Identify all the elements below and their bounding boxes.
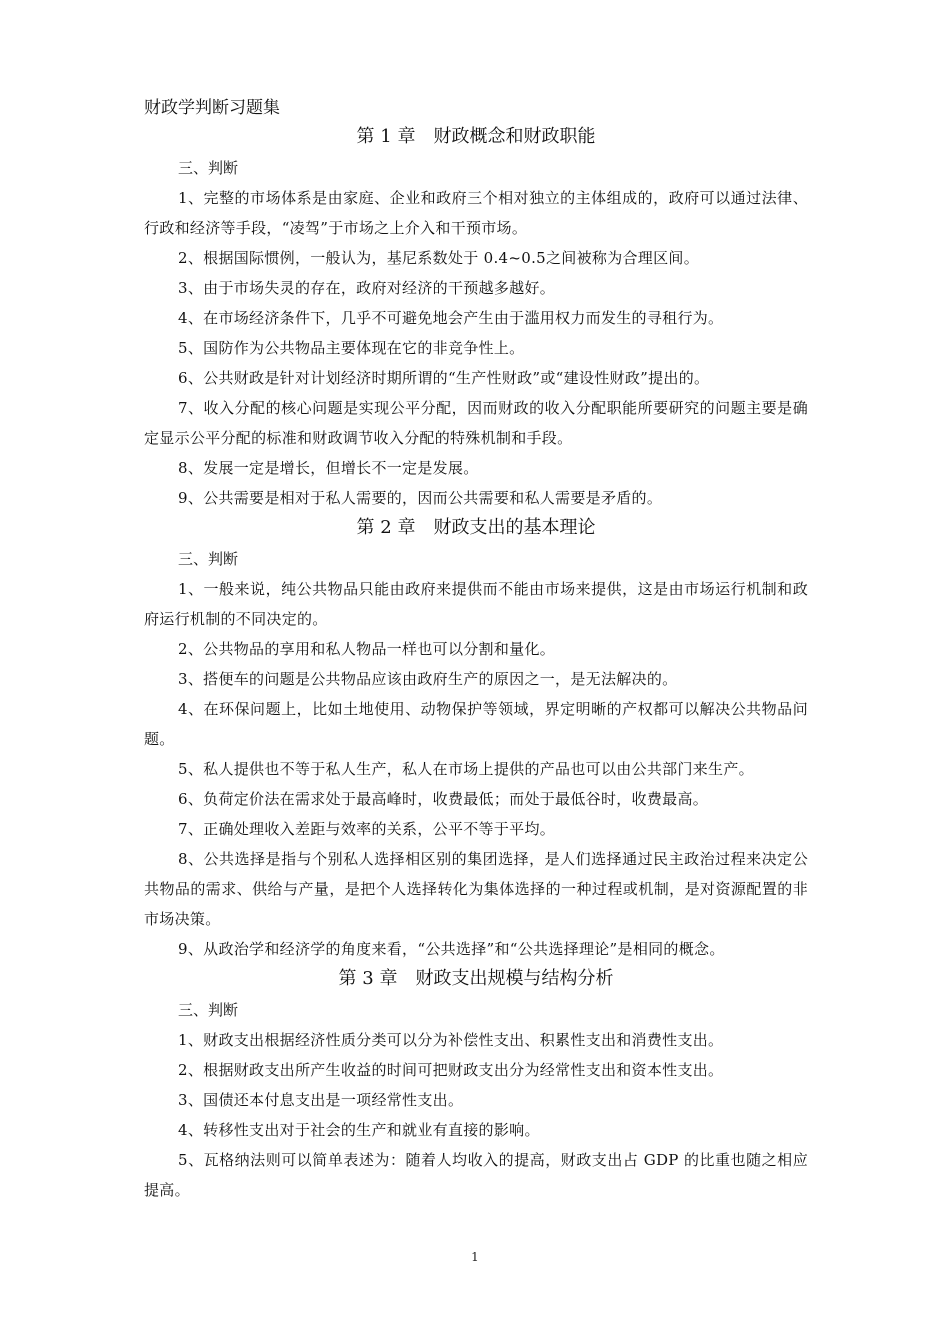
chapter-heading: 第 2 章 财政支出的基本理论 [356,517,596,538]
question-item: 5、国防作为公共物品主要体现在它的非竞争性上。 [178,339,525,357]
page-content [144,94,808,1205]
section-label: 三、判断 [178,550,239,568]
question-item: 9、公共需要是相对于私人需要的，因而公共需要和私人需要是矛盾的。 [178,489,663,507]
question-item: 1、一般来说，纯公共物品只能由政府来提供而不能由市场来提供，这是由市场运行机制和政府运行机制的不同决定的。 [144,580,808,628]
question-item: 3、搭便车的问题是公共物品应该由政府生产的原因之一，是无法解决的。 [178,670,678,688]
question-item: 2、根据国际惯例，一般认为，基尼系数处于 0.4~0.5之间被称为合理区间。 [178,249,699,267]
section-label: 三、判断 [178,159,239,177]
section-label: 三、判断 [178,1001,239,1019]
chapter-heading: 第 3 章 财政支出规模与结构分析 [338,968,614,989]
question-item: 2、根据财政支出所产生收益的时间可把财政支出分为经常性支出和资本性支出。 [178,1061,724,1079]
question-item: 3、国债还本付息支出是一项经常性支出。 [178,1091,464,1109]
chapter-3 [144,964,808,1205]
question-item: 7、收入分配的核心问题是实现公平分配，因而财政的收入分配职能所要研究的问题主要是确定显示公平分配的标准和财政调节收入分配的特殊机制和手段。 [144,399,808,447]
chapter-1 [144,122,808,513]
question-item: 1、完整的市场体系是由家庭、企业和政府三个相对独立的主体组成的，政府可以通过法律、行政和经济等手段，“凌驾”于市场之上介入和干预市场。 [144,189,808,237]
chapter-2 [144,513,808,964]
question-item: 4、在市场经济条件下，几乎不可避免地会产生由于滥用权力而发生的寻租行为。 [178,309,724,327]
question-item: 5、私人提供也不等于私人生产，私人在市场上提供的产品也可以由公共部门来生产。 [178,760,754,778]
question-item: 4、在环保问题上，比如土地使用、动物保护等领域，界定明晰的产权都可以解决公共物品问题。 [144,700,808,748]
document-title: 财政学判断习题集 [144,98,280,118]
question-item: 8、发展一定是增长，但增长不一定是发展。 [178,459,479,477]
question-item: 6、负荷定价法在需求处于最高峰时，收费最低；而处于最低谷时，收费最高。 [178,790,709,808]
question-item: 9、从政治学和经济学的角度来看，“公共选择”和“公共选择理论”是相同的概念。 [178,940,725,958]
question-item: 4、转移性支出对于社会的生产和就业有直接的影响。 [178,1121,540,1139]
page-number: 1 [471,1250,479,1264]
question-item: 7、正确处理收入差距与效率的关系，公平不等于平均。 [178,820,556,838]
question-item: 8、公共选择是指与个别私人选择相区别的集团选择，是人们选择通过民主政治过程来决定公共物品的需求、供给与产量，是把个人选择转化为集体选择的一种过程或机制，是对资源配置的非市场决策。 [144,850,808,928]
chapter-heading: 第 1 章 财政概念和财政职能 [356,126,596,147]
question-item: 1、财政支出根据经济性质分类可以分为补偿性支出、积累性支出和消费性支出。 [178,1031,724,1049]
question-item: 6、公共财政是针对计划经济时期所谓的“生产性财政”或“建设性财政”提出的。 [178,369,710,387]
question-item: 3、由于市场失灵的存在，政府对经济的干预越多越好。 [178,279,556,297]
question-item: 2、公共物品的享用和私人物品一样也可以分割和量化。 [178,640,556,658]
question-item: 5、瓦格纳法则可以简单表述为：随着人均收入的提高，财政支出占 GDP 的比重也随之相应提高。 [144,1151,808,1199]
